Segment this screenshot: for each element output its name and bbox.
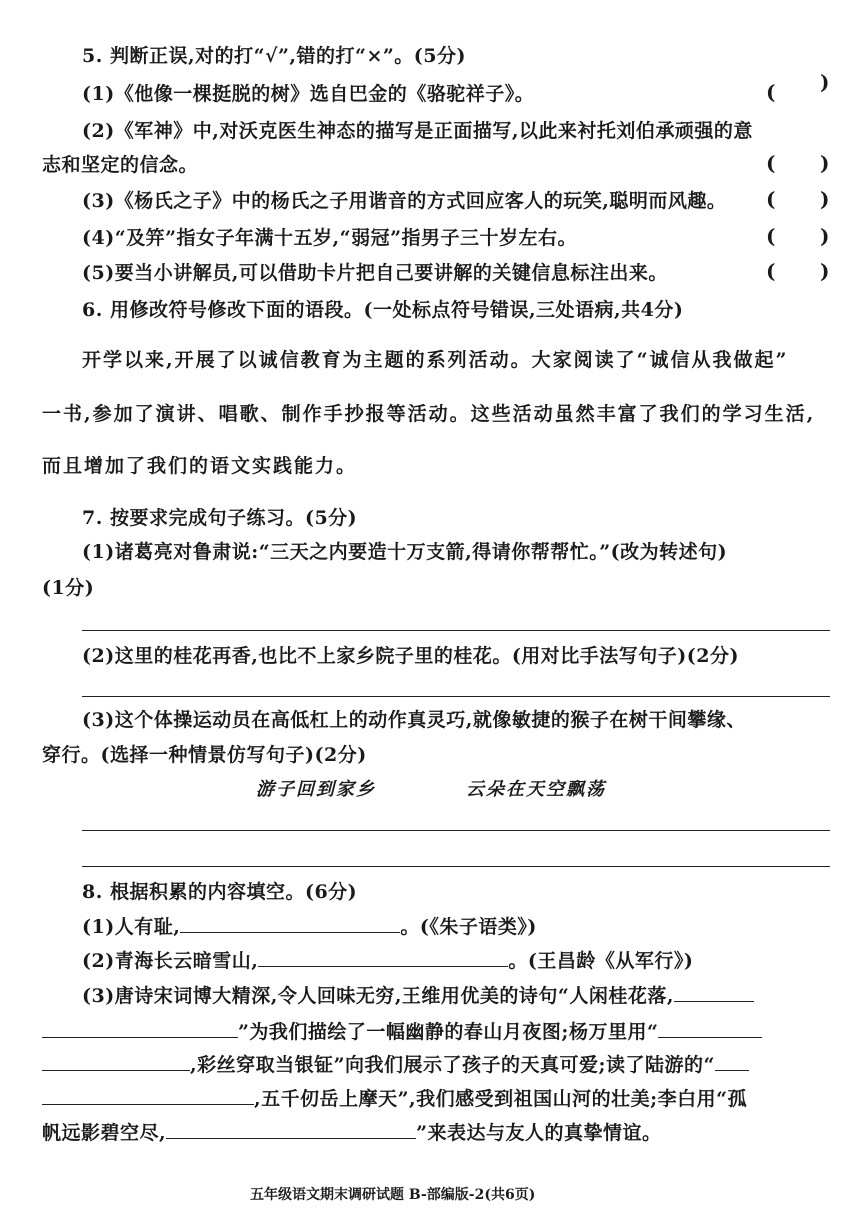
fill-blank-q8-1[interactable] [180,912,400,933]
q8-item-3-row-2 [42,1017,762,1046]
q5-item-1: (1)《他像一棵挺脱的树》选自巴金的《骆驼祥子》。 [82,83,535,105]
q8-item-3-row-4 [42,1084,747,1113]
q6-paragraph-line-3: 而且增加了我们的语文实践能力。 [42,455,358,477]
fill-blank-q8-2[interactable] [258,946,508,967]
answer-paren-close-1[interactable]: ) [820,70,830,94]
fill-blank-q8-3d[interactable] [166,1118,416,1139]
q8-item-3-line-3: ,彩丝穿取当银钲”向我们展示了孩子的天真可爱;读了陆游的“ [190,1054,715,1076]
q7-item-1-score: (1分) [42,577,95,599]
q7-item-3-cont: 穿行。(选择一种情景仿写句子)(2分) [42,744,367,766]
answer-line-q7-3a[interactable] [82,830,830,831]
q8-item-3 [82,981,754,1010]
page-footer: 五年级语文期末调研试题 B-部编版-2(共6页) [250,1187,536,1203]
q8-item-3-line-2: ”为我们描绘了一幅幽静的春山月夜图;杨万里用“ [238,1021,659,1043]
answer-paren-close-5[interactable]: ) [820,259,830,283]
q7-item-3: (3)这个体操运动员在高低杠上的动作真灵巧,就像敏捷的猴子在树干间攀缘、 [82,709,746,731]
q8-item-3-line-5-suffix: ”来表达与友人的真挚情谊。 [416,1122,662,1144]
q5-item-4: (4)“及笄”指女子年满十五岁,“弱冠”指男子三十岁左右。 [82,227,578,249]
q7-item-1: (1)诸葛亮对鲁肃说:“三天之内要造十万支箭,得请你帮帮忙。”(改为转述句) [82,541,728,563]
answer-paren-open-3[interactable]: ( [766,187,776,211]
q7-option-1: 游子回到家乡 [256,779,376,800]
answer-paren-open-4[interactable]: ( [766,224,776,248]
answer-line-q7-2[interactable] [82,696,830,697]
q8-item-3-line-4: ,五千仞岳上摩天”,我们感受到祖国山河的壮美;李白用“孤 [254,1088,748,1110]
q5-item-2: (2)《军神》中,对沃克医生神态的描写是正面描写,以此来衬托刘伯承顽强的意 [82,120,753,142]
q5-item-2-cont: 志和坚定的信念。 [42,154,199,176]
q8-item-3-row-5 [42,1118,662,1147]
q8-item-2-suffix: 。(王昌龄《从军行》) [508,950,694,972]
fill-blank-q8-3a-cont[interactable] [42,1017,238,1038]
q5-title: 5. 判断正误,对的打“√”,错的打“×”。(5分) [82,45,467,67]
answer-line-q7-1[interactable] [82,630,830,631]
q8-item-2-prefix: (2)青海长云暗雪山, [82,950,259,972]
q6-title: 6. 用修改符号修改下面的语段。(一处标点符号错误,三处语病,共4分) [82,299,684,321]
answer-paren-open-5[interactable]: ( [766,259,776,283]
q8-item-1 [82,912,537,941]
q8-item-1-suffix: 。(《朱子语类》) [400,916,537,938]
fill-blank-q8-3c-cont[interactable] [42,1084,254,1105]
fill-blank-q8-3b-cont[interactable] [42,1050,190,1071]
fill-blank-q8-3c[interactable] [715,1050,749,1071]
fill-blank-q8-3a[interactable] [674,981,754,1002]
q6-paragraph-line-2: 一书,参加了演讲、唱歌、制作手抄报等活动。这些活动虽然丰富了我们的学习生活, [42,403,816,425]
answer-paren-open-2[interactable]: ( [766,151,776,175]
q7-item-2: (2)这里的桂花再香,也比不上家乡院子里的桂花。(用对比手法写句子)(2分) [82,645,739,667]
answer-line-q7-3b[interactable] [82,866,830,867]
q8-item-3-row-3 [42,1050,749,1079]
q8-title: 8. 根据积累的内容填空。(6分) [82,881,358,903]
answer-paren-close-2[interactable]: ) [820,151,830,175]
answer-paren-open-1[interactable]: ( [766,80,776,104]
q8-item-3-line-1: (3)唐诗宋词博大精深,令人回味无穷,王维用优美的诗句“人闲桂花落, [82,985,674,1007]
fill-blank-q8-3b[interactable] [658,1017,762,1038]
q5-item-5: (5)要当小讲解员,可以借助卡片把自己要讲解的关键信息标注出来。 [82,262,668,284]
q8-item-2 [82,946,693,975]
q7-title: 7. 按要求完成句子练习。(5分) [82,507,358,529]
q8-item-1-prefix: (1)人有耻, [82,916,181,938]
q5-item-3: (3)《杨氏之子》中的杨氏之子用谐音的方式回应客人的玩笑,聪明而风趣。 [82,190,727,212]
answer-paren-close-3[interactable]: ) [820,187,830,211]
answer-paren-close-4[interactable]: ) [820,224,830,248]
q7-option-2: 云朵在天空飘荡 [466,779,606,800]
q6-paragraph-line-1: 开学以来,开展了以诚信教育为主题的系列活动。大家阅读了“诚信从我做起” [82,349,789,371]
q8-item-3-line-5-prefix: 帆远影碧空尽, [42,1122,167,1144]
